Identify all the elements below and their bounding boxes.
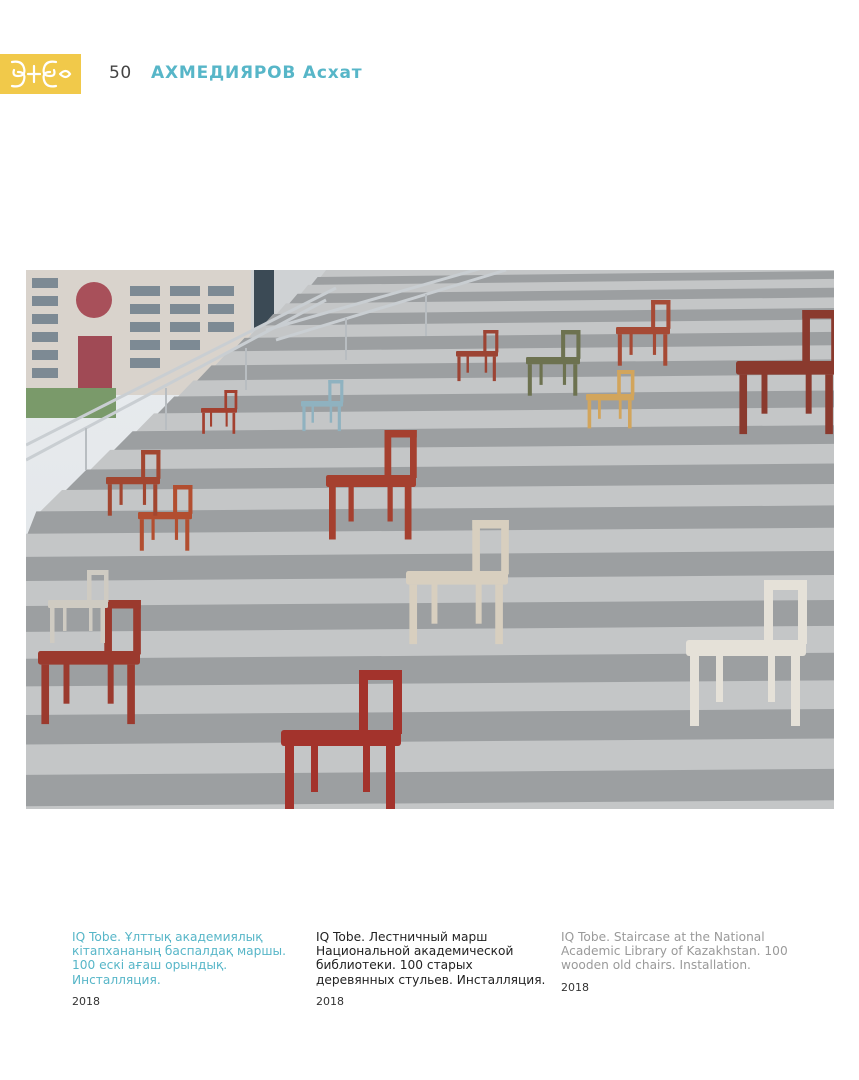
caption-year: 2018: [561, 980, 589, 994]
kazakh-ornament-icon: [0, 54, 81, 94]
page-header: [109, 63, 362, 83]
caption-title: IQ Tobe. Лестничный марш Национальной академической библиотеки. 100 старых деревянных стульев. Инсталляция.: [316, 930, 546, 987]
caption-english: [561, 930, 793, 995]
artist-name: АХМЕДИЯРОВ Асхат: [151, 63, 363, 83]
caption-year: 2018: [72, 994, 100, 1008]
caption-year: 2018: [316, 994, 344, 1008]
staircase-chairs-photo: [26, 270, 834, 809]
caption-kazakh: [72, 930, 304, 1009]
page-number: 50: [109, 63, 132, 83]
caption-russian: [316, 930, 548, 1009]
caption-title: IQ Tobe. Staircase at the National Academic Library of Kazakhstan. 100 wooden old chairs. Installation.: [561, 930, 788, 973]
caption-title: IQ Tobe. Ұлттық академиялық кітапхананың баспалдақ маршы. 100 ескі ағаш орындық. Инсталляция.: [72, 930, 287, 987]
